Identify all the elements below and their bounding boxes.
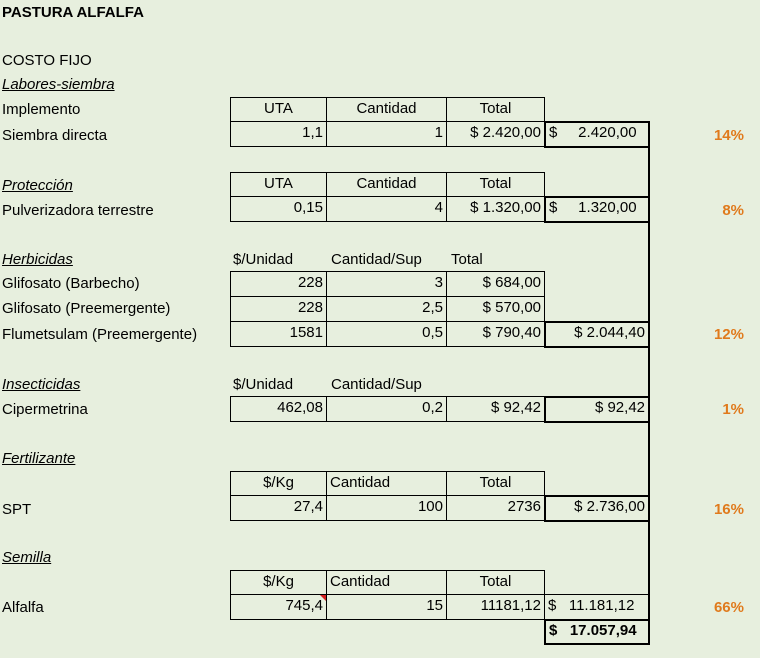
header-precio-kg: $/Kg	[230, 471, 327, 496]
pct-labores: 14%	[713, 127, 744, 144]
header-cantidad: Cantidad	[326, 97, 447, 122]
pct-fertilizante: 16%	[713, 501, 744, 518]
heading-semilla: Semilla	[2, 549, 52, 566]
header-cantidad: Cantidad	[326, 471, 447, 496]
cell-cantidad[interactable]: 1	[326, 121, 447, 147]
cell-cantidad[interactable]: 4	[326, 196, 447, 222]
header-uta: UTA	[230, 97, 327, 122]
heading-herbicidas: Herbicidas	[2, 251, 73, 268]
cell-precio[interactable]: 228	[230, 271, 327, 297]
subtotal-fertilizante[interactable]: $ 2.736,00	[544, 495, 650, 522]
heading-insecticidas: Insecticidas	[2, 376, 81, 393]
header-precio-unidad: $/Unidad	[233, 251, 294, 268]
cell-uta[interactable]: 1,1	[230, 121, 327, 147]
header-cantidad: Cantidad	[326, 570, 447, 595]
item-cipermetrina: Cipermetrina	[2, 401, 88, 418]
cell-cantidad[interactable]: 0,2	[326, 396, 447, 422]
cell-precio[interactable]: 1581	[230, 321, 327, 347]
subtotal-insecticidas[interactable]: $ 92,42	[544, 396, 650, 423]
pct-proteccion: 8%	[722, 202, 744, 219]
header-total: Total	[446, 570, 545, 595]
cell-cantidad[interactable]: 0,5	[326, 321, 447, 347]
grand-total[interactable]: $ 17.057,94	[544, 619, 650, 645]
item-pulverizadora: Pulverizadora terrestre	[2, 202, 154, 219]
subtotal-proteccion[interactable]: $ 1.320,00	[544, 196, 650, 223]
cell-total[interactable]: $ 684,00	[446, 271, 545, 297]
subtotal-labores[interactable]: $ 2.420,00	[544, 121, 650, 148]
cell-precio[interactable]: 228	[230, 296, 327, 322]
sheet-title: PASTURA ALFALFA	[2, 4, 144, 21]
cell-total[interactable]: 2736	[446, 495, 545, 521]
cell-total[interactable]: $ 1.320,00	[446, 196, 545, 222]
item-spt: SPT	[2, 501, 32, 518]
cell-cantidad[interactable]: 15	[326, 594, 447, 620]
heading-proteccion: Protección	[2, 177, 73, 194]
cell-precio[interactable]: 462,08	[230, 396, 327, 422]
heading-fertilizante: Fertilizante	[2, 450, 76, 467]
cell-total[interactable]: 11181,12	[446, 594, 545, 620]
item-glifosato-barbecho: Glifosato (Barbecho)	[2, 275, 140, 292]
cell-precio[interactable]: 745,4	[230, 594, 327, 620]
subtotal-herbicidas[interactable]: $ 2.044,40	[544, 321, 650, 348]
header-total: Total	[446, 97, 545, 122]
header-uta: UTA	[230, 172, 327, 197]
header-total: Total	[451, 251, 483, 268]
pct-herbicidas: 12%	[713, 326, 744, 343]
item-alfalfa: Alfalfa	[2, 599, 44, 616]
pct-semilla: 66%	[713, 599, 744, 616]
cell-total[interactable]: $ 2.420,00	[446, 121, 545, 147]
subtotal-semilla[interactable]: $ 11.181,12	[544, 594, 650, 620]
cell-uta[interactable]: 0,15	[230, 196, 327, 222]
item-flumetsulam: Flumetsulam (Preemergente)	[2, 326, 198, 343]
heading-labores: Labores-siembra	[2, 76, 115, 93]
cell-total[interactable]: $ 92,42	[446, 396, 545, 422]
cell-precio[interactable]: 27,4	[230, 495, 327, 521]
cell-cantidad[interactable]: 3	[326, 271, 447, 297]
section-costo-fijo: COSTO FIJO	[2, 52, 92, 69]
cell-total[interactable]: $ 570,00	[446, 296, 545, 322]
header-cantidad-sup: Cantidad/Sup	[331, 376, 422, 393]
label-implemento: Implemento	[2, 101, 81, 118]
item-siembra-directa: Siembra directa	[2, 127, 108, 144]
header-cantidad: Cantidad	[326, 172, 447, 197]
header-total: Total	[446, 471, 545, 496]
header-precio-unidad: $/Unidad	[233, 376, 294, 393]
cell-total[interactable]: $ 790,40	[446, 321, 545, 347]
header-total: Total	[446, 172, 545, 197]
cell-cantidad[interactable]: 100	[326, 495, 447, 521]
header-cantidad-sup: Cantidad/Sup	[331, 251, 422, 268]
pct-insecticidas: 1%	[722, 401, 744, 418]
item-glifosato-preemergente: Glifosato (Preemergente)	[2, 300, 171, 317]
header-precio-kg: $/Kg	[230, 570, 327, 595]
cell-cantidad[interactable]: 2,5	[326, 296, 447, 322]
